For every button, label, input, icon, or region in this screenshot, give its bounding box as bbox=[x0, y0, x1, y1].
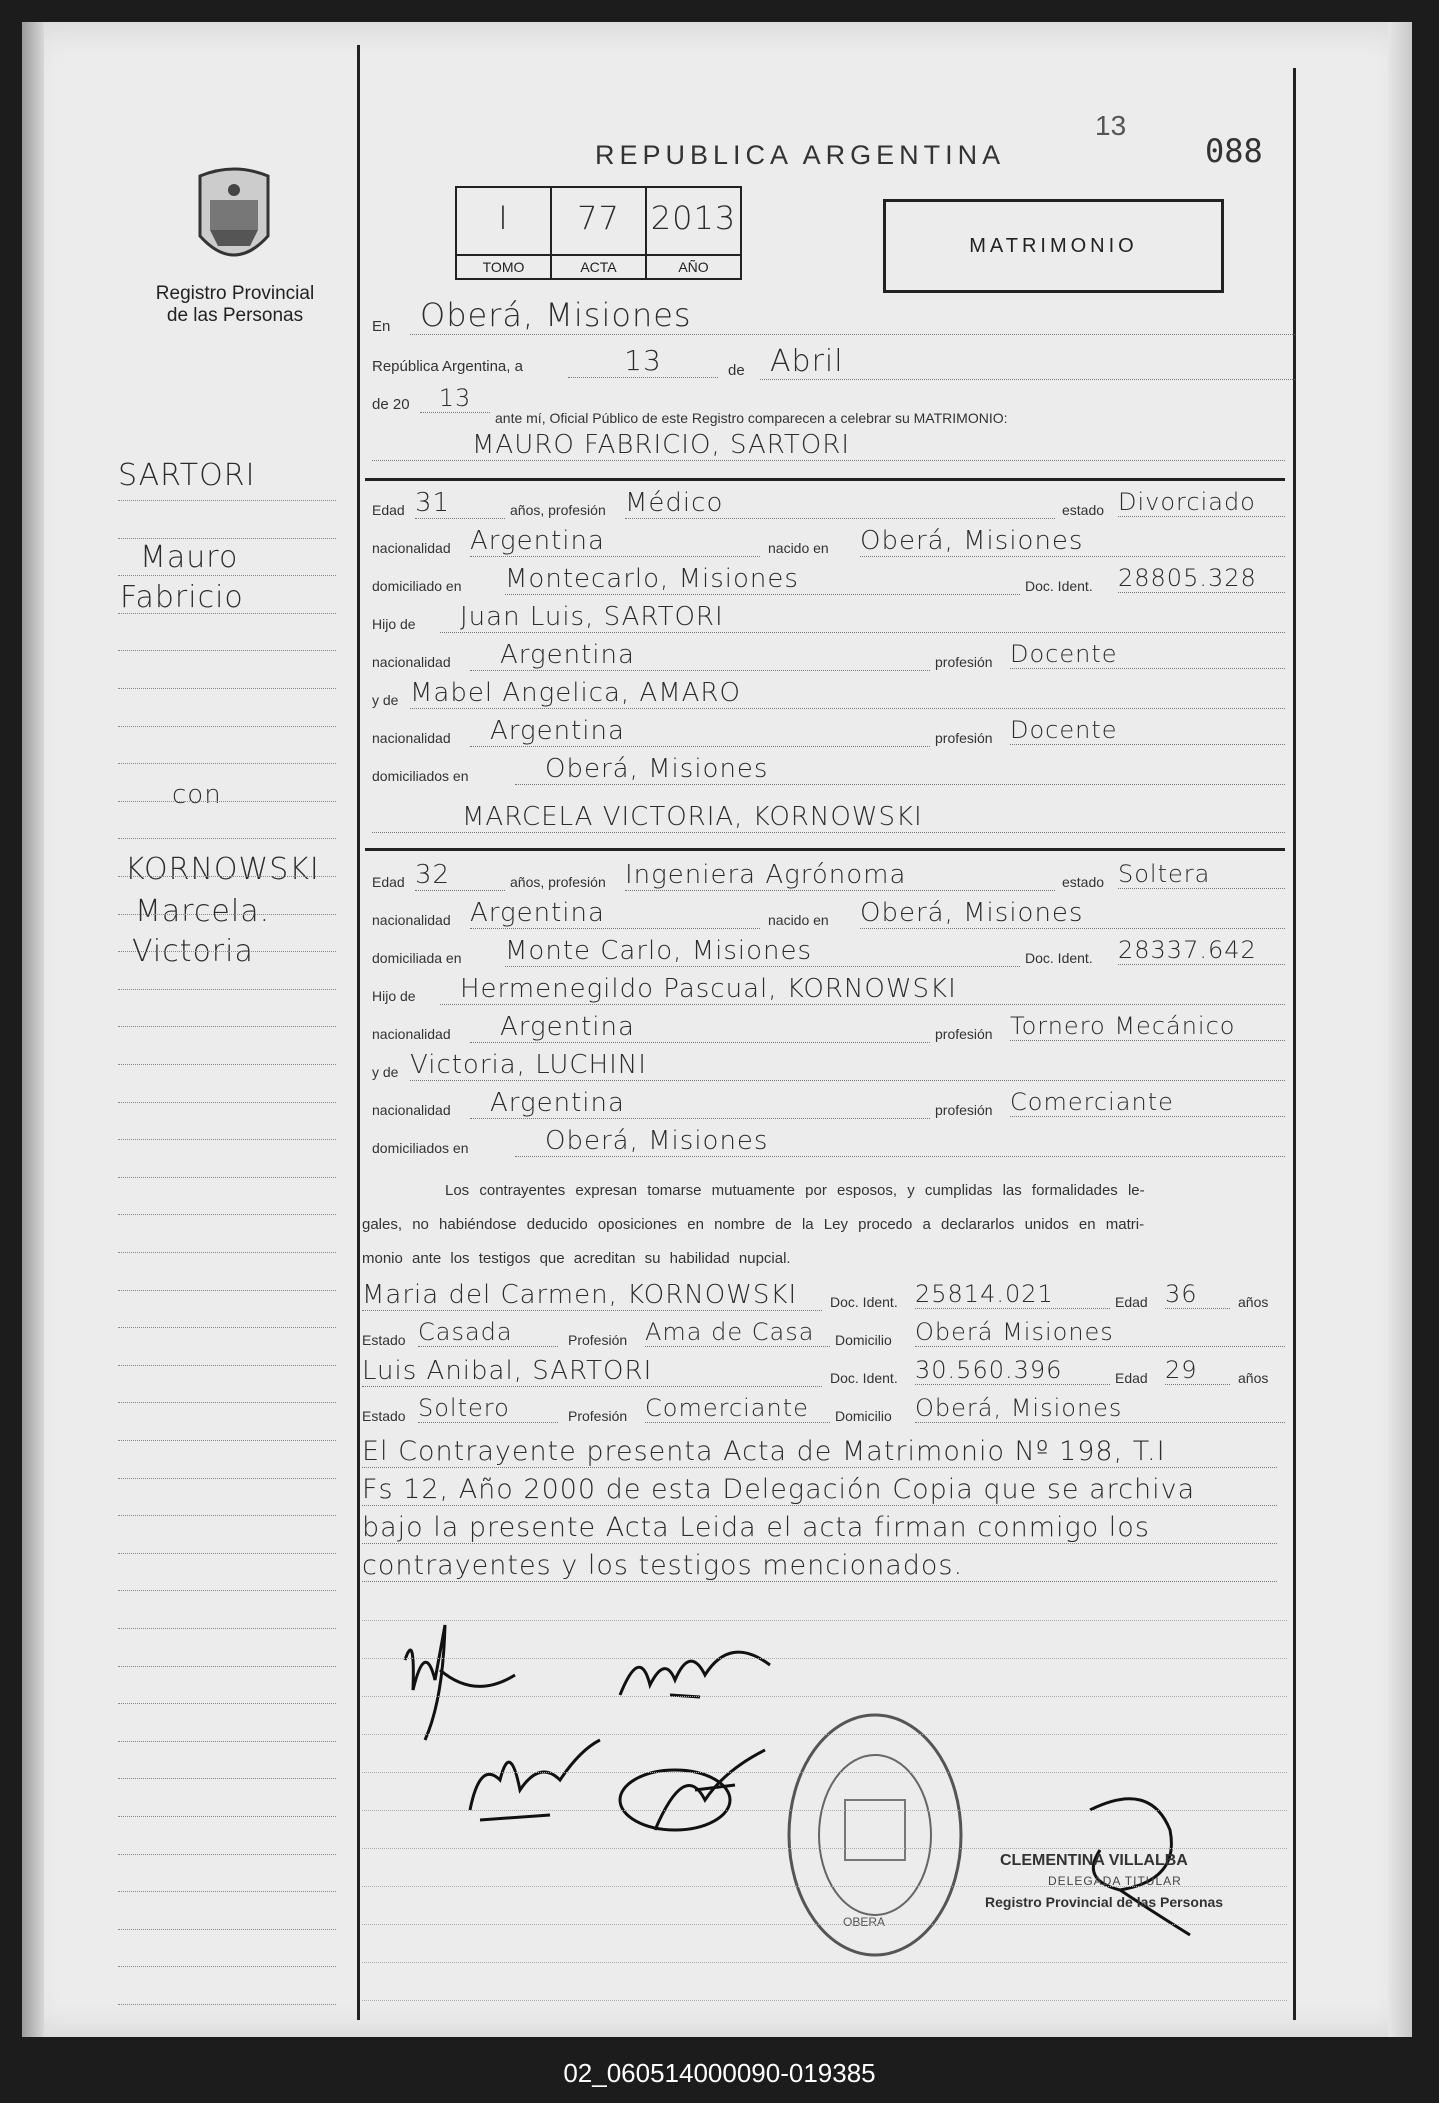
ano-label: AÑO bbox=[647, 254, 740, 278]
bride-father-prof-label: profesión bbox=[935, 1026, 993, 1042]
margin-rule-line bbox=[118, 1553, 336, 1554]
groom-edad: 31 bbox=[415, 488, 505, 519]
witness-2-domicilio: Oberá, Misiones bbox=[915, 1394, 1285, 1423]
margin-rule-line bbox=[118, 1365, 336, 1366]
witness-2-edad-label: Edad bbox=[1115, 1370, 1148, 1386]
bride-anos-profesion-label: años, profesión bbox=[510, 874, 606, 890]
acta-label: ACTA bbox=[552, 254, 645, 278]
groom-mother-nac-label: nacionalidad bbox=[372, 730, 451, 746]
margin-rule-line bbox=[118, 1929, 336, 1930]
bride-nacionalidad-label: nacionalidad bbox=[372, 912, 451, 928]
groom-mother-label: y de bbox=[372, 692, 399, 708]
margin-rule-line bbox=[118, 876, 336, 877]
statement-line-1: Los contrayentes expresan tomarse mutuamente por esposos, y cumplidas las formalidades le- bbox=[445, 1182, 1145, 1199]
bride-nacido-label: nacido en bbox=[768, 912, 829, 928]
groom-nacido: Oberá, Misiones bbox=[860, 526, 1285, 557]
margin-rule-line bbox=[118, 1741, 336, 1742]
groom-father-nac: Argentina bbox=[470, 640, 930, 671]
body-rule-line bbox=[362, 1696, 1287, 1697]
bride-domicilio: Monte Carlo, Misiones bbox=[505, 936, 1020, 967]
margin-rule-line bbox=[118, 2004, 336, 2005]
document-title: REPUBLICA ARGENTINA bbox=[595, 140, 1006, 170]
bride-doc: 28337.642 bbox=[1118, 936, 1285, 965]
officer-name: CLEMENTINA VILLALBA bbox=[1000, 1852, 1188, 1869]
margin-rule-line bbox=[118, 1515, 336, 1516]
left-border-line bbox=[357, 45, 360, 2020]
margin-rule-line bbox=[118, 1214, 336, 1215]
groom-domicilio-label: domiciliado en bbox=[372, 578, 462, 594]
witness-2-name: Luis Anibal, SARTORI bbox=[362, 1356, 822, 1387]
witness-2-doc-label: Doc. Ident. bbox=[830, 1370, 898, 1386]
bride-nacionalidad: Argentina bbox=[470, 898, 760, 929]
witness-1-estado: Casada bbox=[418, 1318, 558, 1347]
margin-rule-line bbox=[118, 1854, 336, 1855]
body-rule-line bbox=[362, 2000, 1287, 2001]
witness-2-profesion: Comerciante bbox=[645, 1394, 830, 1423]
groom-parents-dom-label: domiciliados en bbox=[372, 768, 469, 784]
margin-rule-line bbox=[118, 575, 336, 576]
body-rule-line bbox=[362, 1658, 1287, 1659]
bride-mother-prof: Comerciante bbox=[1010, 1088, 1285, 1117]
bride-mother-nac-label: nacionalidad bbox=[372, 1102, 451, 1118]
reference-mark: 13 bbox=[1095, 110, 1127, 141]
page-number: 088 bbox=[1205, 132, 1263, 170]
record-type-box: MATRIMONIO bbox=[883, 199, 1224, 293]
witness-2-edad: 29 bbox=[1165, 1356, 1230, 1385]
tomo-label: TOMO bbox=[457, 254, 550, 278]
margin-con: con bbox=[172, 780, 222, 810]
margin-rule-line bbox=[118, 1590, 336, 1591]
registry-name: Registro Provincial de las Personas bbox=[155, 283, 315, 326]
de-label: de bbox=[728, 362, 745, 379]
margin-rule-line bbox=[118, 1778, 336, 1779]
bride-father: Hermenegildo Pascual, KORNOWSKI bbox=[440, 974, 1285, 1005]
groom-profesion: Médico bbox=[625, 488, 1055, 519]
margin-rule-line bbox=[118, 613, 336, 614]
page-edge bbox=[1388, 22, 1412, 2037]
bride-mother-nac: Argentina bbox=[470, 1088, 930, 1119]
witness-2-doc: 30.560.396 bbox=[915, 1356, 1110, 1385]
witness-2-estado: Soltero bbox=[418, 1394, 558, 1423]
groom-father-nac-label: nacionalidad bbox=[372, 654, 451, 670]
witness-1-edad-label: Edad bbox=[1115, 1294, 1148, 1310]
witness-1-anos-label: años bbox=[1238, 1294, 1269, 1310]
record-id-box bbox=[455, 186, 742, 280]
bride-mother-prof-label: profesión bbox=[935, 1102, 993, 1118]
witness-1-doc-label: Doc. Ident. bbox=[830, 1294, 898, 1310]
margin-rule-line bbox=[118, 538, 336, 539]
republica-label: República Argentina, a bbox=[372, 358, 523, 375]
margin-rule-line bbox=[118, 1177, 336, 1178]
note-line-2: Fs 12, Año 2000 de esta Delegación Copia que se archiva bbox=[362, 1474, 1277, 1506]
note-line-4: contrayentes y los testigos mencionados. bbox=[362, 1550, 1277, 1582]
witness-1-doc: 25814.021 bbox=[915, 1280, 1110, 1309]
margin-groom-surname: SARTORI bbox=[118, 458, 256, 493]
tomo-value: I bbox=[498, 199, 509, 237]
margin-rule-line bbox=[118, 1402, 336, 1403]
witness-1-edad: 36 bbox=[1165, 1280, 1230, 1309]
bride-edad-label: Edad bbox=[372, 874, 405, 890]
bride-edad: 32 bbox=[415, 860, 505, 891]
groom-nacionalidad: Argentina bbox=[470, 526, 760, 557]
margin-rule-line bbox=[118, 726, 336, 727]
stamp-center-text: OBERA bbox=[843, 1915, 886, 1929]
month-value: Abril bbox=[760, 344, 1295, 380]
groom-domicilio: Montecarlo, Misiones bbox=[505, 564, 1020, 595]
body-rule-line bbox=[362, 1734, 1287, 1735]
witness-1-domicilio: Oberá Misiones bbox=[915, 1318, 1285, 1347]
body-rule-line bbox=[362, 1886, 1287, 1887]
witness-2-domicilio-label: Domicilio bbox=[835, 1408, 892, 1424]
bride-father-nac: Argentina bbox=[470, 1012, 930, 1043]
margin-rule-line bbox=[118, 1440, 336, 1441]
year-prefix: de 20 bbox=[372, 396, 410, 413]
groom-doc-label: Doc. Ident. bbox=[1025, 578, 1093, 594]
bride-mother-label: y de bbox=[372, 1064, 399, 1080]
groom-mother: Mabel Angelica, AMARO bbox=[410, 678, 1285, 709]
bride-separator bbox=[365, 848, 1285, 851]
margin-rule-line bbox=[118, 1966, 336, 1967]
margin-rule-line bbox=[118, 989, 336, 990]
groom-father-prof-label: profesión bbox=[935, 654, 993, 670]
margin-rule-line bbox=[118, 1139, 336, 1140]
margin-bride-name-1: Marcela. bbox=[135, 894, 271, 929]
body-rule-line bbox=[362, 1848, 1287, 1849]
groom-father-label: Hijo de bbox=[372, 616, 416, 632]
note-line-3: bajo la presente Acta Leida el acta firman conmigo los bbox=[362, 1512, 1277, 1544]
body-rule-line bbox=[362, 1620, 1287, 1621]
bride-father-nac-label: nacionalidad bbox=[372, 1026, 451, 1042]
officer-org: Registro Provincial de las Personas bbox=[985, 1894, 1224, 1910]
groom-doc: 28805.328 bbox=[1118, 564, 1285, 593]
groom-father-prof: Docente bbox=[1010, 640, 1285, 669]
intro-tail: ante mí, Oficial Público de este Registro comparecen a celebrar su MATRIMONIO: bbox=[495, 410, 1008, 426]
margin-rule-line bbox=[118, 1290, 336, 1291]
margin-rule-line bbox=[118, 1064, 336, 1065]
en-label: En bbox=[372, 318, 391, 335]
margin-rule-line bbox=[118, 801, 336, 802]
book-binding bbox=[22, 22, 44, 2037]
year-suffix: 13 bbox=[420, 384, 490, 413]
groom-nacionalidad-label: nacionalidad bbox=[372, 540, 451, 556]
margin-rule-line bbox=[118, 951, 336, 952]
margin-rule-line bbox=[118, 1252, 336, 1253]
groom-father: Juan Luis, SARTORI bbox=[440, 602, 1285, 633]
bride-parents-dom-label: domiciliados en bbox=[372, 1140, 469, 1156]
margin-rule-line bbox=[118, 914, 336, 915]
day-value: 13 bbox=[568, 344, 718, 378]
groom-mother-nac: Argentina bbox=[470, 716, 930, 747]
margin-rule-line bbox=[118, 1816, 336, 1817]
body-rule-line bbox=[362, 1924, 1287, 1925]
signature-witness-1 bbox=[460, 1720, 620, 1830]
margin-rule-line bbox=[118, 1026, 336, 1027]
witness-1-estado-label: Estado bbox=[362, 1332, 406, 1348]
margin-groom-name-2: Fabricio bbox=[120, 580, 244, 615]
bride-father-label: Hijo de bbox=[372, 988, 416, 1004]
bride-domicilio-label: domiciliada en bbox=[372, 950, 462, 966]
margin-rule-line bbox=[118, 688, 336, 689]
margin-rule-line bbox=[118, 500, 336, 501]
groom-estado: Divorciado bbox=[1118, 488, 1285, 517]
groom-anos-profesion-label: años, profesión bbox=[510, 502, 606, 518]
witness-2-profesion-label: Profesión bbox=[568, 1408, 628, 1424]
note-line-1: El Contrayente presenta Acta de Matrimonio Nº 198, T.I bbox=[362, 1436, 1277, 1468]
margin-rule-line bbox=[118, 1666, 336, 1667]
signature-bride bbox=[610, 1625, 780, 1715]
witness-2-anos-label: años bbox=[1238, 1370, 1269, 1386]
margin-bride-surname: KORNOWSKI bbox=[125, 852, 320, 887]
groom-full-name: MAURO FABRICIO, SARTORI bbox=[372, 430, 1285, 461]
statement-line-2: gales, no habiéndose deducido oposiciones en nombre de la Ley procedo a declararlos unidos en matri- bbox=[362, 1216, 1145, 1233]
margin-rule-line bbox=[118, 1478, 336, 1479]
margin-rule-line bbox=[118, 838, 336, 839]
groom-parents-dom: Oberá, Misiones bbox=[515, 754, 1285, 785]
margin-rule-line bbox=[118, 650, 336, 651]
body-rule-line bbox=[362, 1962, 1287, 1963]
bride-nacido: Oberá, Misiones bbox=[860, 898, 1285, 929]
margin-rule-line bbox=[118, 1327, 336, 1328]
witness-1-profesion-label: Profesión bbox=[568, 1332, 628, 1348]
groom-nacido-label: nacido en bbox=[768, 540, 829, 556]
groom-separator bbox=[365, 478, 1285, 481]
bride-doc-label: Doc. Ident. bbox=[1025, 950, 1093, 966]
groom-edad-label: Edad bbox=[372, 502, 405, 518]
bride-parents-dom: Oberá, Misiones bbox=[515, 1126, 1285, 1157]
signature-witness-2 bbox=[615, 1740, 785, 1850]
margin-rule-line bbox=[118, 763, 336, 764]
ano-value: 2013 bbox=[650, 199, 737, 237]
body-rule-line bbox=[362, 1810, 1287, 1811]
groom-mother-prof: Docente bbox=[1010, 716, 1285, 745]
margin-bride-name-2: Victoria bbox=[132, 934, 254, 969]
province-seal-icon bbox=[190, 166, 278, 274]
scan-footer-id: 02_060514000090-019385 bbox=[563, 2058, 876, 2088]
margin-rule-line bbox=[118, 1628, 336, 1629]
witness-1-domicilio-label: Domicilio bbox=[835, 1332, 892, 1348]
bride-father-prof: Tornero Mecánico bbox=[1010, 1012, 1285, 1041]
groom-estado-label: estado bbox=[1062, 502, 1105, 518]
margin-rule-line bbox=[118, 1102, 336, 1103]
bride-estado-label: estado bbox=[1062, 874, 1105, 890]
officer-title: DELEGADA TITULAR bbox=[1048, 1874, 1182, 1888]
witness-1-name: Maria del Carmen, KORNOWSKI bbox=[362, 1280, 822, 1311]
bride-full-name: MARCELA VICTORIA, KORNOWSKI bbox=[372, 802, 1285, 833]
body-rule-line bbox=[362, 1772, 1287, 1773]
groom-mother-prof-label: profesión bbox=[935, 730, 993, 746]
margin-groom-name-1: Mauro bbox=[140, 540, 239, 575]
witness-1-profesion: Ama de Casa bbox=[645, 1318, 830, 1347]
acta-value: 77 bbox=[577, 199, 620, 237]
margin-rule-line bbox=[118, 1703, 336, 1704]
statement-line-3: monio ante los testigos que acreditan su habilidad nupcial. bbox=[362, 1250, 791, 1267]
bride-profesion: Ingeniera Agrónoma bbox=[625, 860, 1055, 891]
margin-rule-line bbox=[118, 1891, 336, 1892]
witness-2-estado-label: Estado bbox=[362, 1408, 406, 1424]
bride-estado: Soltera bbox=[1118, 860, 1285, 889]
place-value: Oberá, Misiones bbox=[410, 296, 1295, 335]
bride-mother: Victoria, LUCHINI bbox=[410, 1050, 1285, 1081]
